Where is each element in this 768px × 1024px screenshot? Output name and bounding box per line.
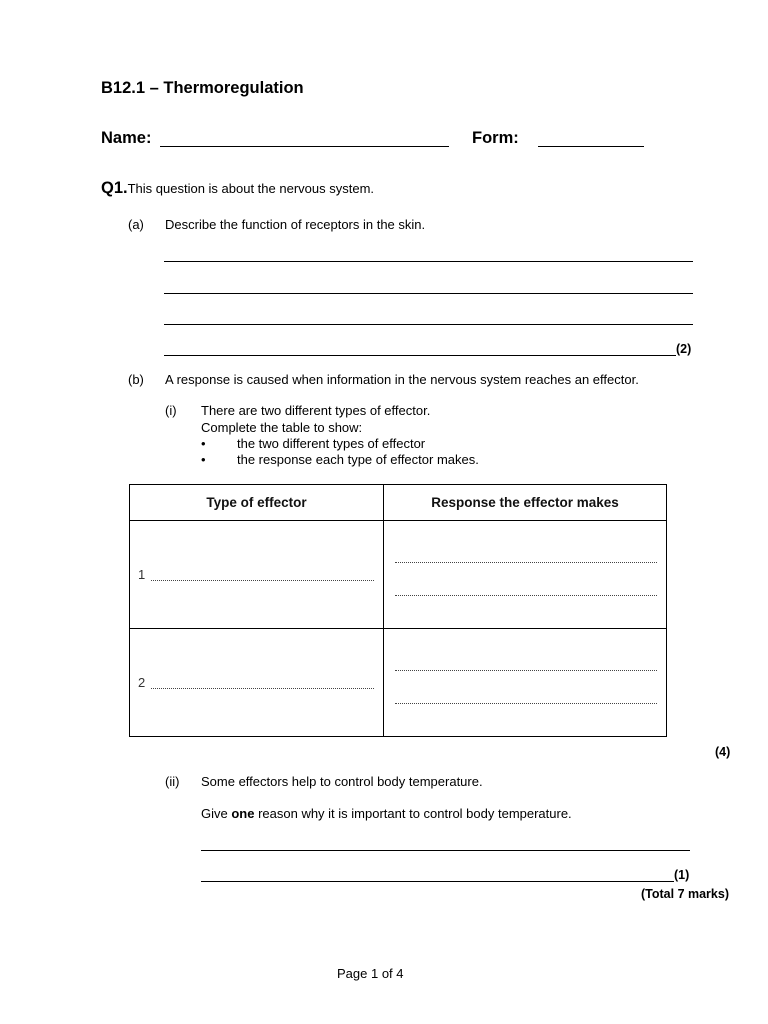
effector-table xyxy=(129,484,667,737)
bullet-item-2 xyxy=(201,452,479,467)
row-number: 1 xyxy=(138,567,146,582)
part-a-text: Describe the function of receptors in the skin. xyxy=(165,217,426,232)
bullet-text-1: the two different types of effector xyxy=(237,436,426,451)
table-cell-type-1[interactable] xyxy=(130,521,384,629)
question-number: Q1. xyxy=(101,179,128,197)
answer-line-a4[interactable] xyxy=(164,355,676,356)
give-pre: Give xyxy=(201,806,232,821)
table-cell-response-1[interactable] xyxy=(384,521,667,629)
bullet-icon: • xyxy=(201,436,206,451)
row-number: 2 xyxy=(138,675,146,690)
dotted-answer-line[interactable] xyxy=(395,562,657,563)
dotted-answer-line[interactable] xyxy=(151,688,374,689)
part-b-ii-instruction xyxy=(201,806,572,821)
part-b-i-line2: Complete the table to show: xyxy=(201,420,363,435)
answer-line-a3[interactable] xyxy=(164,324,693,325)
marks-b-ii: (1) xyxy=(674,868,690,882)
marks-a: (2) xyxy=(676,342,692,356)
name-field[interactable] xyxy=(160,146,449,147)
part-b-ii-line1: Some effectors help to control body temperature. xyxy=(201,774,483,789)
bullet-icon: • xyxy=(201,452,206,467)
dotted-answer-line[interactable] xyxy=(395,703,657,704)
give-post: reason why it is important to control body temperature. xyxy=(254,806,572,821)
part-b-text: A response is caused when information in the nervous system reaches an effector. xyxy=(165,372,639,387)
page-title: B12.1 – Thermoregulation xyxy=(101,79,304,97)
give-bold: one xyxy=(231,806,255,821)
question-1-heading xyxy=(101,179,374,198)
answer-line-a2[interactable] xyxy=(164,293,693,294)
form-field[interactable] xyxy=(538,146,644,147)
part-a-label: (a) xyxy=(128,217,144,232)
table-cell-type-2[interactable] xyxy=(130,629,384,737)
bullet-item-1 xyxy=(201,436,425,451)
form-label: Form: xyxy=(472,129,519,147)
question-intro: This question is about the nervous system. xyxy=(127,181,375,196)
dotted-answer-line[interactable] xyxy=(151,580,374,581)
table-header-type: Type of effector xyxy=(130,485,384,521)
answer-line-a1[interactable] xyxy=(164,261,693,262)
marks-b-i: (4) xyxy=(715,745,731,759)
answer-line-b-ii-2[interactable] xyxy=(201,881,674,882)
part-b-ii-label: (ii) xyxy=(165,774,180,789)
table-cell-response-2[interactable] xyxy=(384,629,667,737)
dotted-answer-line[interactable] xyxy=(395,670,657,671)
part-b-i-line1: There are two different types of effector. xyxy=(201,403,431,418)
bullet-text-2: the response each type of effector makes. xyxy=(237,452,479,467)
part-b-label: (b) xyxy=(128,372,144,387)
table-header-response: Response the effector makes xyxy=(384,485,667,521)
answer-line-b-ii-1[interactable] xyxy=(201,850,690,851)
part-b-i-label: (i) xyxy=(165,403,177,418)
name-label: Name: xyxy=(101,129,152,147)
dotted-answer-line[interactable] xyxy=(395,595,657,596)
total-marks: (Total 7 marks) xyxy=(641,887,729,901)
page-number: Page 1 of 4 xyxy=(337,966,404,981)
